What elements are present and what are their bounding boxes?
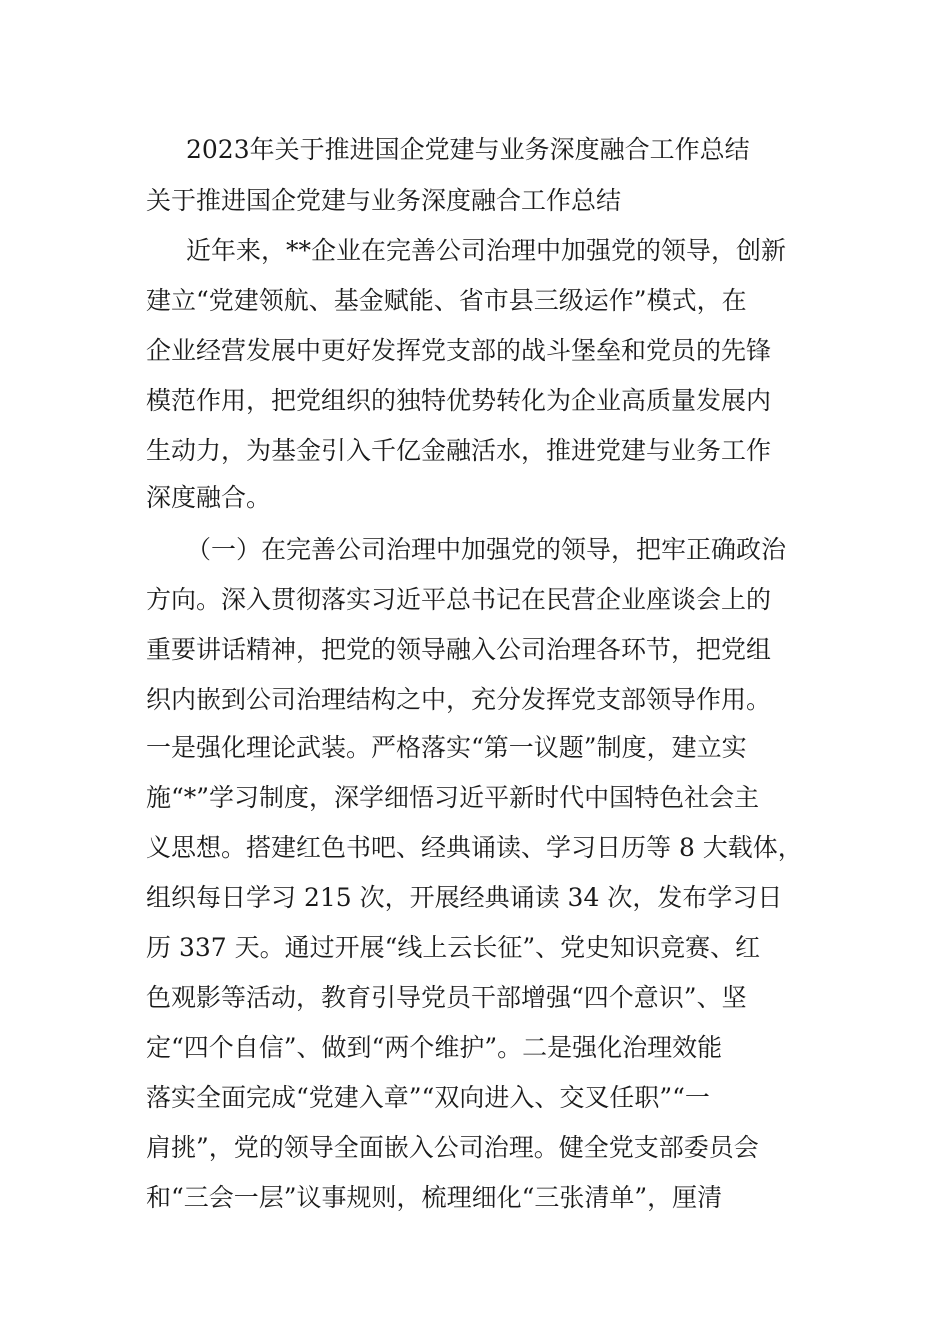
- body-line: 一是强化理论武装。严格落实“第一议题”制度，建立实: [146, 733, 747, 762]
- body-line: 色观影等活动，教育引导党员干部增强“四个意识”、坚: [146, 983, 747, 1012]
- body-line: 施“*”学习制度，深学细悟习近平新时代中国特色社会主: [146, 783, 760, 812]
- body-line: 肩挑”，党的领导全面嵌入公司治理。健全党支部委员会: [146, 1133, 759, 1162]
- body-line: 重要讲话精神，把党的领导融入公司治理各环节，把党组: [146, 635, 772, 664]
- body-line: 企业经营发展中更好发挥党支部的战斗堡垒和党员的先锋: [146, 336, 772, 365]
- body-line: 建立“党建领航、基金赋能、省市县三级运作”模式，在: [146, 286, 747, 315]
- body-line: 深度融合。: [146, 483, 272, 512]
- body-line: 和“三会一层”议事规则，梳理细化“三张清单”，厘清: [146, 1183, 723, 1212]
- body-line: 方向。深入贯彻落实习近平总书记在民营企业座谈会上的: [146, 585, 772, 614]
- body-line: 义思想。搭建红色书吧、经典诵读、学习日历等 8 大载体，: [146, 833, 803, 862]
- body-line: 模范作用，把党组织的独特优势转化为企业高质量发展内: [146, 386, 772, 415]
- document-subtitle: 关于推进国企党建与业务深度融合工作总结: [146, 186, 622, 215]
- body-line: （一）在完善公司治理中加强党的领导，把牢正确政治: [186, 535, 787, 564]
- body-line: 历 337 天。通过开展“线上云长征”、党史知识竞赛、红: [146, 933, 761, 962]
- body-line: 定“四个自信”、做到“两个维护”。二是强化治理效能: [146, 1033, 723, 1062]
- body-line: 近年来，**企业在完善公司治理中加强党的领导，创新: [186, 236, 787, 265]
- body-line: 生动力，为基金引入千亿金融活水，推进党建与业务工作: [146, 436, 772, 465]
- body-line: 组织每日学习 215 次，开展经典诵读 34 次，发布学习日: [146, 883, 783, 912]
- document-title: 2023年关于推进国企党建与业务深度融合工作总结: [186, 135, 750, 164]
- body-line: 织内嵌到公司治理结构之中，充分发挥党支部领导作用。: [146, 685, 772, 714]
- body-line: 落实全面完成“党建入章”“双向进入、交叉任职”“一: [146, 1083, 710, 1112]
